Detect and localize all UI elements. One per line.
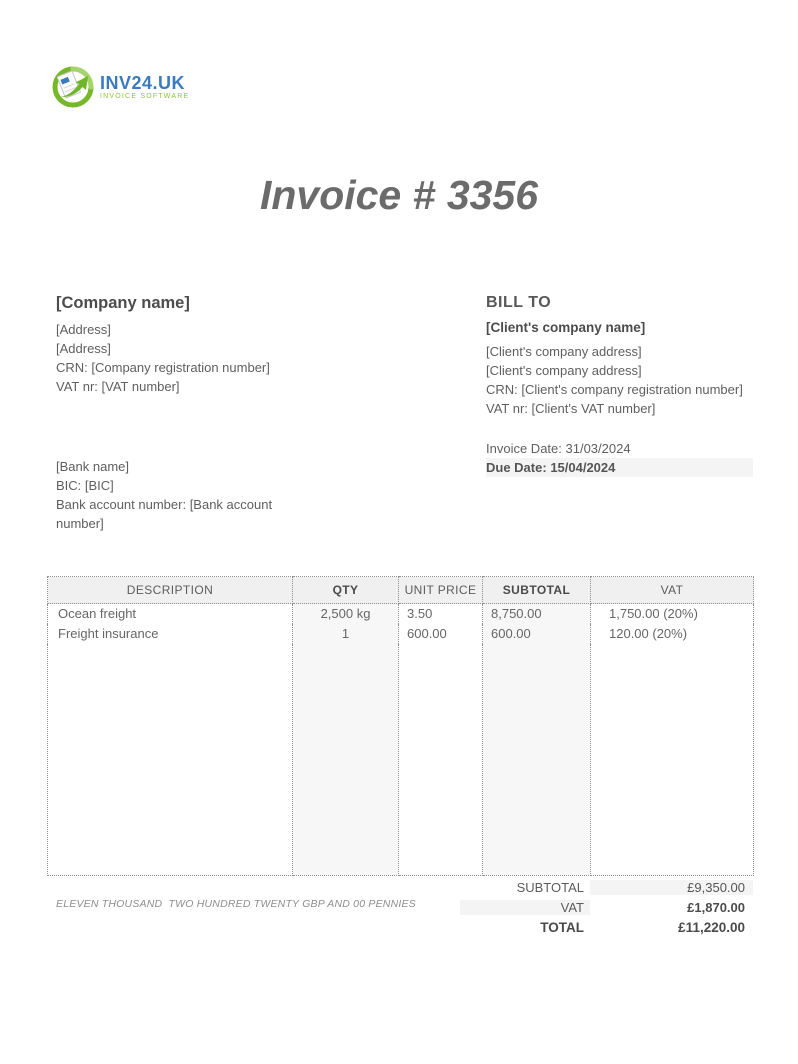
subtotal-row xyxy=(460,877,753,897)
total-value: £11,220.00 xyxy=(678,919,745,935)
amount-in-words: ELEVEN THOUSAND TWO HUNDRED TWENTY GBP AND 00 PENNIES xyxy=(56,898,416,910)
client-company-name: [Client's company name] xyxy=(486,320,646,335)
invoice-date-value: 31/03/2024 xyxy=(565,441,631,456)
subtotal-value: £9,350.00 xyxy=(590,880,753,895)
header-description: DESCRIPTION xyxy=(48,577,293,604)
seller-address-line-2: [Address] xyxy=(56,341,111,356)
header-vat: VAT xyxy=(591,577,754,604)
logo-brand-text: INV24.UK xyxy=(100,73,186,93)
item-subtotal: 8,750.00 xyxy=(483,604,591,625)
bill-to-section xyxy=(486,294,756,418)
due-date-row xyxy=(486,458,753,477)
inv24-logo-icon xyxy=(50,64,96,110)
vat-value: £1,870.00 xyxy=(687,899,745,915)
seller-company-name: [Company name] xyxy=(56,294,190,312)
seller-crn: CRN: [Company registration number] xyxy=(56,360,270,375)
table-row xyxy=(48,624,754,644)
total-row xyxy=(460,917,753,937)
table-empty-area xyxy=(48,644,754,875)
item-subtotal: 600.00 xyxy=(483,624,591,644)
total-label: TOTAL xyxy=(540,919,584,935)
totals-section xyxy=(460,877,753,937)
client-crn: CRN: [Client's company registration number] xyxy=(486,382,743,397)
bill-to-heading: BILL TO xyxy=(486,294,552,311)
bank-name: [Bank name] xyxy=(56,459,129,474)
inv24-logo xyxy=(50,64,189,110)
due-date-value: 15/04/2024 xyxy=(550,460,616,475)
invoice-date-row xyxy=(486,439,753,458)
seller-info xyxy=(56,294,376,396)
bank-info xyxy=(56,457,281,533)
inv24-logo-text xyxy=(100,74,189,100)
seller-vat: VAT nr: [VAT number] xyxy=(56,379,180,394)
header-qty: QTY xyxy=(293,577,399,604)
logo-tagline-text: INVOICE SOFTWARE xyxy=(100,93,190,100)
header-subtotal: SUBTOTAL xyxy=(483,577,591,604)
item-qty: 2,500 kg xyxy=(293,604,399,625)
header-unit-price: UNIT PRICE xyxy=(399,577,483,604)
item-unit-price: 3.50 xyxy=(399,604,483,625)
due-date-label: Due Date: xyxy=(486,460,547,475)
item-vat: 120.00 (20%) xyxy=(591,624,754,644)
bank-account-number: Bank account number: [Bank account number] xyxy=(56,497,273,531)
client-address-line-1: [Client's company address] xyxy=(486,344,642,359)
item-qty: 1 xyxy=(293,624,399,644)
dates-section xyxy=(486,439,753,477)
line-items-table xyxy=(47,576,754,876)
subtotal-label: SUBTOTAL xyxy=(516,879,584,895)
table-row xyxy=(48,604,754,625)
bank-bic: BIC: [BIC] xyxy=(56,478,114,493)
item-vat: 1,750.00 (20%) xyxy=(591,604,754,625)
vat-label: VAT xyxy=(460,900,590,915)
vat-row xyxy=(460,897,753,917)
seller-address-line-1: [Address] xyxy=(56,322,111,337)
item-description: Freight insurance xyxy=(48,624,293,644)
invoice-date-label: Invoice Date: xyxy=(486,441,562,456)
item-unit-price: 600.00 xyxy=(399,624,483,644)
client-vat: VAT nr: [Client's VAT number] xyxy=(486,401,656,416)
table-header-row xyxy=(48,577,754,604)
item-description: Ocean freight xyxy=(48,604,293,625)
client-address-line-2: [Client's company address] xyxy=(486,363,642,378)
invoice-title: Invoice # 3356 xyxy=(259,172,539,218)
